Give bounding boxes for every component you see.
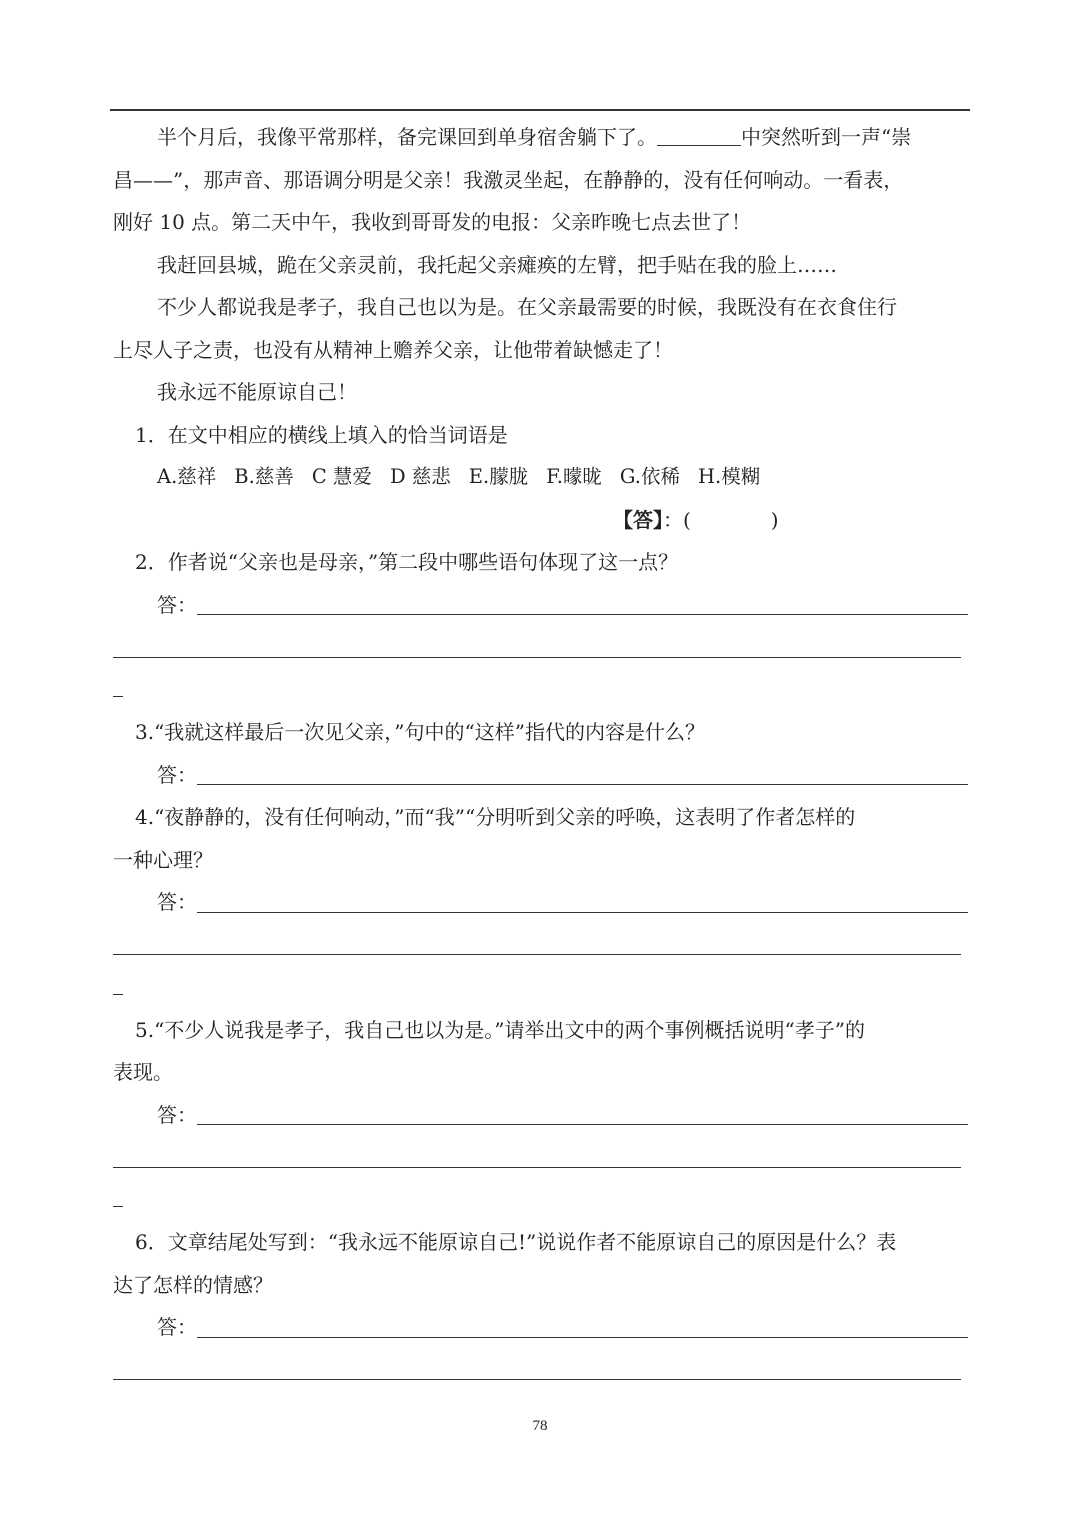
choice-f: F.曚昽 <box>546 465 602 488</box>
question-5: 5.“不少人说我是孝子，我自己也以为是。”请举出文中的两个事例概括说明“孝子”的 <box>135 1017 865 1042</box>
answer-dash <box>113 669 968 712</box>
dash-mark <box>113 696 123 697</box>
answer-line-continued[interactable] <box>113 924 968 967</box>
choice-a: A.慈祥 <box>157 465 217 488</box>
answer-bracket[interactable] <box>113 499 968 542</box>
answer-label: 答： <box>157 592 197 617</box>
question-4-cont: 一种心理？ <box>113 847 213 872</box>
answer-tag: 【答】 <box>613 507 663 532</box>
question-6-cont: 达了怎样的情感？ <box>113 1272 273 1297</box>
question-1: 1．在文中相应的横线上填入的恰当词语是 <box>135 422 508 447</box>
page-content <box>113 116 968 1391</box>
choice-h: H.模糊 <box>698 465 761 488</box>
dash-mark <box>113 994 123 995</box>
header-rule <box>110 109 970 111</box>
answer-line[interactable] <box>113 1094 968 1137</box>
answer-label: 答： <box>157 1102 197 1127</box>
passage-line: 上尽人子之责，也没有从精神上赡养父亲，让他带着缺憾走了！ <box>113 337 673 362</box>
passage-line: 刚好 10 点。第二天中午，我收到哥哥发的电报：父亲昨晚七点去世了！ <box>113 210 752 234</box>
answer-rule <box>197 1336 968 1338</box>
answer-line[interactable] <box>113 584 968 627</box>
question-3: 3.“我就这样最后一次见父亲，”句中的“这样”指代的内容是什么？ <box>135 720 705 744</box>
dash-mark <box>113 1206 123 1207</box>
choice-b: B.慈善 <box>234 465 294 488</box>
answer-line-continued[interactable] <box>113 626 968 669</box>
passage-line <box>113 116 968 159</box>
passage-line: 我赶回县城，跪在父亲灵前，我托起父亲瘫痪的左臂，把手贴在我的脸上…… <box>157 252 837 277</box>
answer-label: 答： <box>157 890 197 914</box>
answer-dash <box>113 1179 968 1222</box>
answer-line-continued[interactable] <box>113 1349 968 1392</box>
answer-bracket-text: ：( ) <box>663 507 779 532</box>
answer-rule <box>197 783 968 785</box>
answer-label: 答： <box>157 762 197 787</box>
choice-c: C 慧爱 <box>311 465 372 488</box>
fill-blank[interactable] <box>657 125 741 146</box>
answer-rule <box>113 657 961 658</box>
choice-e: E.朦胧 <box>468 465 529 488</box>
choice-g: G.依稀 <box>619 465 681 488</box>
answer-dash <box>113 966 968 1009</box>
question-6: 6．文章结尾处写到：“我永远不能原谅自己!”说说作者不能原谅自己的原因是什么？表 <box>135 1230 897 1254</box>
question-4: 4.“夜静静的，没有任何响动，”而“我”“分明听到父亲的呼唤，这表明了作者怎样的 <box>135 805 856 829</box>
question-2: 2．作者说“父亲也是母亲，”第二段中哪些语句体现了这一点？ <box>135 550 679 574</box>
answer-line[interactable] <box>113 1306 968 1349</box>
answer-rule <box>113 1379 961 1380</box>
answer-rule <box>197 1123 968 1125</box>
answer-line[interactable] <box>113 754 968 797</box>
passage-text: 中突然听到一声“崇 <box>741 125 912 149</box>
answer-rule <box>197 911 968 913</box>
answer-line-continued[interactable] <box>113 1136 968 1179</box>
choice-list <box>113 456 968 499</box>
passage-line: 不少人都说我是孝子，我自己也以为是。在父亲最需要的时候，我既没有在衣食住行 <box>157 295 897 319</box>
passage-text: 半个月后，我像平常那样，备完课回到单身宿舍躺下了。 <box>157 125 657 149</box>
answer-rule <box>113 1167 961 1168</box>
answer-label: 答： <box>157 1315 197 1339</box>
page-number: 78 <box>532 1418 548 1434</box>
answer-rule <box>197 613 968 615</box>
answer-line[interactable] <box>113 881 968 924</box>
choice-d: D 慈悲 <box>389 465 451 488</box>
passage-line: 我永远不能原谅自己！ <box>157 380 357 404</box>
passage-line: 昌——”，那声音、那语调分明是父亲！我激灵坐起，在静静的，没有任何响动。一看表， <box>113 167 904 192</box>
question-5-cont: 表现。 <box>113 1060 173 1084</box>
answer-rule <box>113 954 961 955</box>
